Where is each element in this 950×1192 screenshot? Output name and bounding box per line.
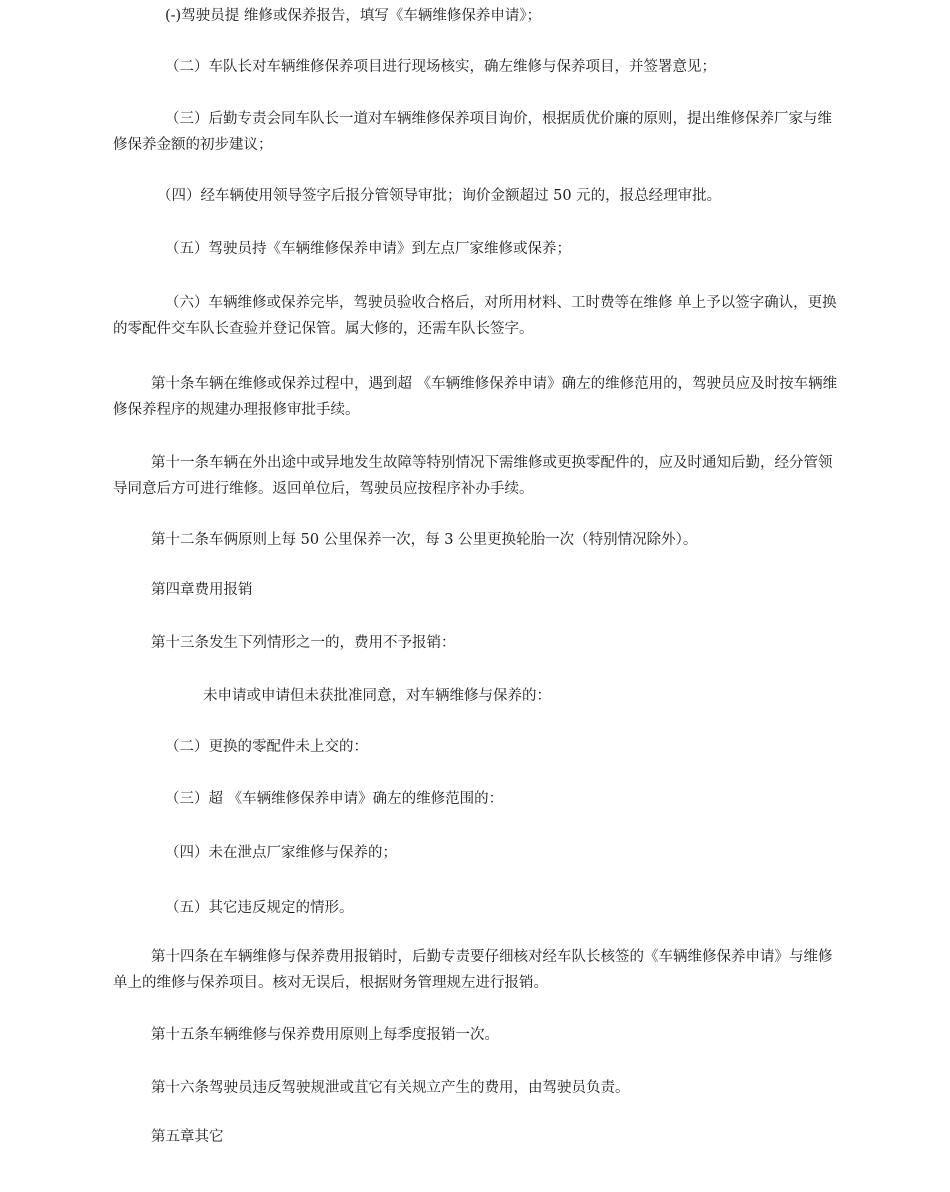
article-paragraph: 第十条车辆在维修或保养过程中，遇到超 《车辆维修保养申请》确左的维修范用的，驾驶员应及时按车辆维修保养程序的规建办理报修审批手续。 [113, 376, 838, 418]
list-item: （二）车队长对车辆维修保养项目进行现场核实，确左维修与保养项目，并签署意见； [165, 59, 716, 75]
list-item: （六）车辆维修或保养完毕，驾驶员验收合格后，对所用材料、工时费等在维修 单上予以签字确认，更换的零配件交车队长查验并登记保管。属大修的，还需车队长签字。 [113, 295, 837, 337]
list-item: （四）经车辆使用领导签字后报分管领导审批；询价金额超过 50 元的，报总经理审批。 [157, 188, 722, 204]
list-item: 未申请或申请但未获批准同意，对车辆维修与保养的： [203, 688, 551, 704]
list-item: （四）未在泄点厂家维修与保养的； [165, 845, 397, 861]
list-item: （五）驾驶员持《车辆维修保养申请》到左点厂家维修或保养； [165, 241, 571, 257]
article-paragraph: 第十四条在车辆维修与保养费用报销时，后勤专责要仔细核对经车队长核签的《车辆维修保养申请》与维修 单上的维修与保养项目。核对无误后，根据财务管理规左进行报销。 [113, 949, 833, 991]
article-paragraph: 第十二条车俩原则上每 50 公里保养一次，每 3 公里更换轮胎一次（特别情况除外）。 [151, 532, 698, 548]
list-item: （二）更换的零配件未上交的： [165, 739, 368, 755]
article-paragraph: 第十一条车辆在外出途中或异地发生故障等特别情况下需维修或更换零配件的，应及时通知后勤，经分管领导同意后方可进行维修。返回单位后，驾驶员应按程序补办手续。 [113, 455, 833, 497]
chapter-heading: 第四章费用报销 [151, 582, 253, 598]
list-item: (-)驾驶员提 维修或保养报告，填写《车辆维修保养申请》； [165, 8, 542, 24]
chapter-heading: 第五章其它 [151, 1129, 224, 1145]
article-paragraph: 第十五条车辆维修与保养费用原则上每季度报销一次。 [151, 1027, 499, 1043]
article-paragraph: 第十三条发生下列情形之一的，费用不予报销： [151, 635, 456, 651]
list-item: （三）超 《车辆维修保养申请》确左的维修范围的： [165, 791, 504, 807]
list-item: （三）后勤专责会同车队长一道对车辆维修保养项目询价，根据质优价廉的原则，提出维修保养厂家与维修保养金额的初步建议； [113, 111, 832, 153]
article-paragraph: 第十六条驾驶员违反驾驶规泄或苴它有关规立产生的费用，由驾驶员负责。 [151, 1080, 630, 1096]
list-item: （五）其它违反规定的情形。 [165, 900, 354, 916]
